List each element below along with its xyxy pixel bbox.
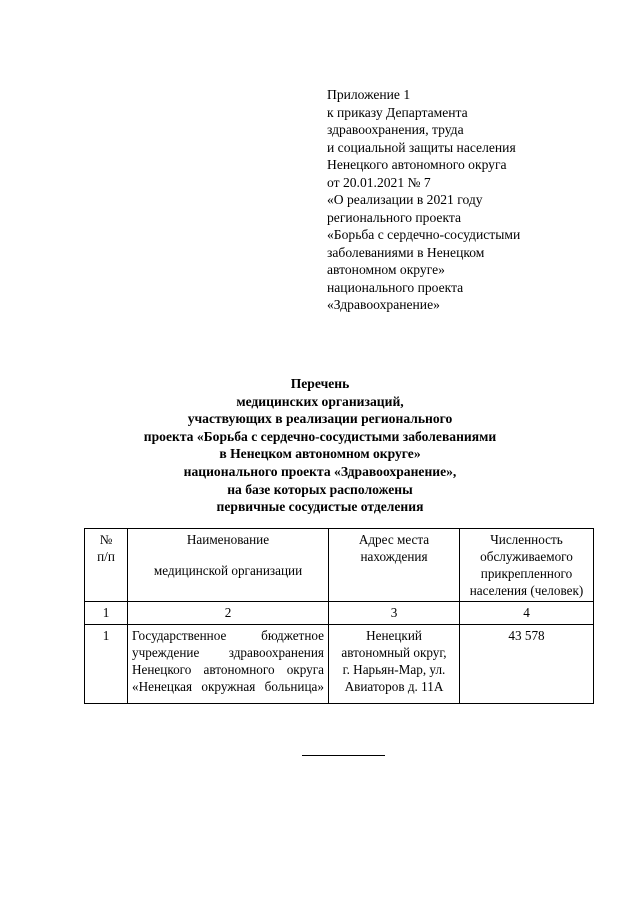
appendix-line: Ненецкого автономного округа bbox=[327, 157, 507, 172]
appendix-line: Приложение 1 bbox=[327, 87, 411, 102]
title-line: первичные сосудистые отделения bbox=[216, 499, 424, 515]
row-num: 1 bbox=[85, 625, 128, 704]
appendix-line: национального проекта bbox=[327, 279, 464, 295]
column-number-row bbox=[85, 602, 594, 625]
appendix-line: регионального проекта bbox=[327, 209, 462, 225]
appendix-header bbox=[327, 86, 627, 314]
appendix-line: «Здравоохранение» bbox=[327, 297, 440, 312]
column-number: 4 bbox=[460, 602, 594, 625]
header-population: Численность обслуживаемого прикрепленного населения (человек) bbox=[460, 529, 594, 602]
title-line: участвующих в реализации регионального bbox=[187, 411, 453, 427]
appendix-line: автономном округе» bbox=[327, 262, 445, 277]
row-org-name: Государственное бюджетное учреждение здравоохранения Ненецкого автономного округа «Ненецкая окружная больница» bbox=[128, 625, 329, 704]
header-address: Адрес места нахождения bbox=[329, 529, 460, 602]
appendix-line: «О реализации в 2021 году bbox=[327, 192, 483, 207]
title-line: на базе которых расположены bbox=[227, 481, 413, 497]
title-line: медицинских организаций, bbox=[236, 393, 404, 409]
column-number: 2 bbox=[128, 602, 329, 625]
appendix-line: и социальной защиты населения bbox=[327, 139, 516, 155]
table-row bbox=[85, 625, 594, 704]
row-address: Ненецкий автономный округ, г. Нарьян-Мар, ул. Авиаторов д. 11А bbox=[329, 625, 460, 704]
title-line: Перечень bbox=[290, 376, 350, 391]
row-population: 43 578 bbox=[460, 625, 594, 704]
appendix-line: к приказу Департамента bbox=[327, 104, 468, 120]
header-name: Наименование медицинской организации bbox=[128, 529, 329, 602]
appendix-line: «Борьба с сердечно-сосудистыми bbox=[327, 227, 521, 242]
title-line: проекта «Борьба с сердечно-сосудистыми заболеваниями bbox=[143, 428, 497, 444]
appendix-line: заболеваниями в Ненецком bbox=[327, 244, 485, 260]
document-title bbox=[60, 375, 580, 516]
column-number: 3 bbox=[329, 602, 460, 625]
header-num: № п/п bbox=[85, 529, 128, 602]
table-header-row bbox=[85, 529, 594, 602]
appendix-line: здравоохранения, труда bbox=[327, 122, 464, 137]
organizations-table bbox=[84, 528, 594, 704]
column-number: 1 bbox=[85, 602, 128, 625]
title-line: в Ненецком автономном округе» bbox=[219, 446, 421, 462]
appendix-line: от 20.01.2021 № 7 bbox=[327, 174, 431, 190]
title-line: национального проекта «Здравоохранение», bbox=[183, 463, 457, 479]
end-line bbox=[302, 755, 385, 756]
